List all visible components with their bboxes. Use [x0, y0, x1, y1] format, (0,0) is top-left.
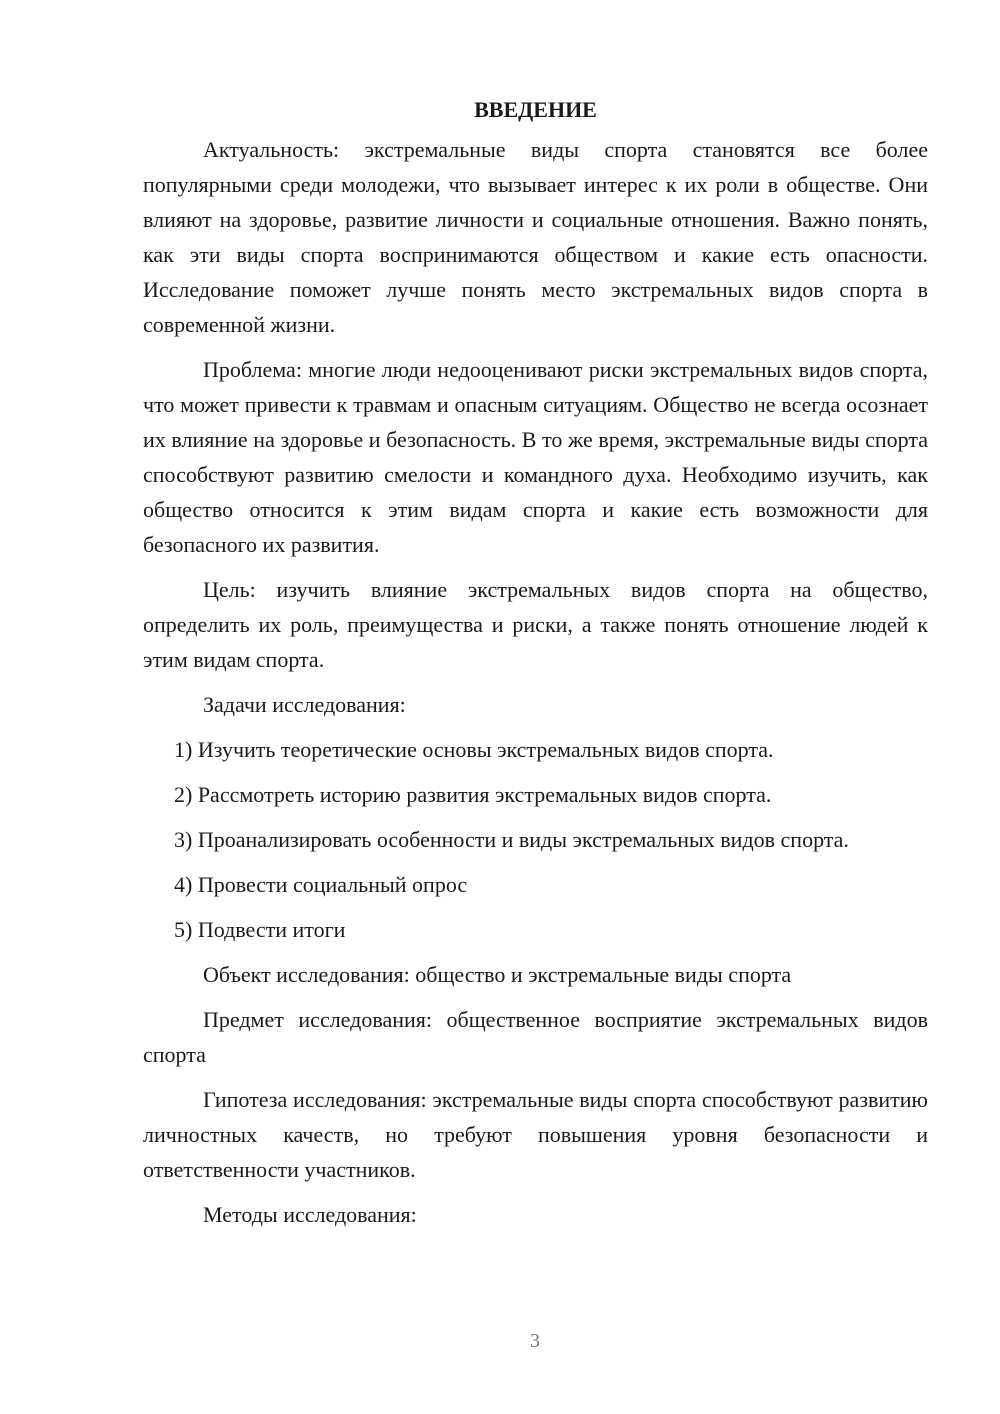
- relevance-paragraph: Актуальность: экстремальные виды спорта становятся все более популярными среди молодежи, что вызывает интерес к их роли в обществе. Они влияют на здоровье, развитие личности и социальные отношения. Важно понять, как эти виды спорта воспринимаются обществом и какие есть опасности. Исследование поможет лучше понять место экстремальных видов спорта в современной жизни.: [143, 137, 928, 337]
- task-item-3: 3) Проанализировать особенности и виды экстремальных видов спорта.: [174, 827, 849, 852]
- page-title: ВВЕДЕНИЕ: [474, 97, 597, 122]
- tasks-heading: Задачи исследования:: [203, 692, 406, 717]
- object-paragraph: Объект исследования: общество и экстремальные виды спорта: [203, 962, 792, 987]
- tasks-list: [143, 732, 928, 947]
- hypothesis-paragraph: Гипотеза исследования: экстремальные виды спорта способствуют развитию личностных качеств, но требуют повышения уровня безопасности и ответственности участников.: [143, 1087, 928, 1182]
- task-item-4: 4) Провести социальный опрос: [174, 872, 468, 897]
- task-item-5: 5) Подвести итоги: [174, 917, 346, 942]
- subject-paragraph: Предмет исследования: общественное восприятие экстремальных видов спорта: [143, 1007, 928, 1067]
- document-page: [143, 92, 928, 1242]
- problem-paragraph: Проблема: многие люди недооценивают риски экстремальных видов спорта, что может привести к травмам и опасным ситуациям. Общество не всегда осознает их влияние на здоровье и безопасность. В то же время, экстремальные виды спорта способствуют развитию смелости и командного духа. Необходимо изучить, как общество относится к этим видам спорта и какие есть возможности для безопасного их развития.: [143, 357, 928, 557]
- task-item-1: 1) Изучить теоретические основы экстремальных видов спорта.: [174, 737, 774, 762]
- task-item-2: 2) Рассмотреть историю развития экстремальных видов спорта.: [174, 782, 772, 807]
- page-number: 3: [530, 1330, 540, 1352]
- methods-heading: Методы исследования:: [203, 1202, 417, 1227]
- goal-paragraph: Цель: изучить влияние экстремальных видов спорта на общество, определить их роль, преимущества и риски, а также понять отношение людей к этим видам спорта.: [143, 577, 928, 672]
